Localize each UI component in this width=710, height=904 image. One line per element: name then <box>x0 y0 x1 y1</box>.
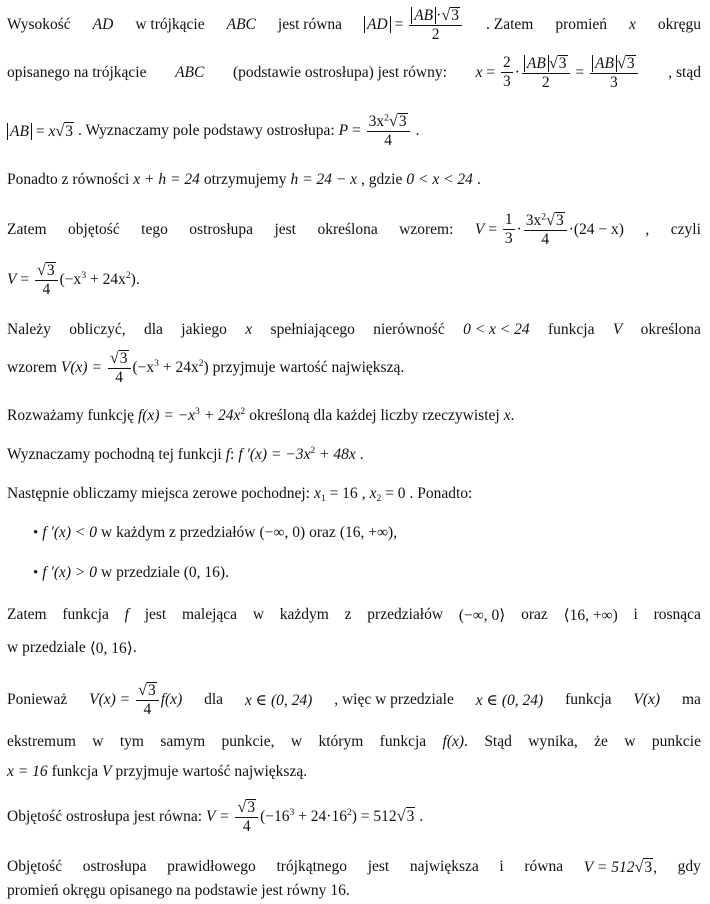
text: : <box>230 446 235 463</box>
text: . <box>132 639 137 656</box>
text: ekstremum <box>7 733 76 750</box>
math-op: = <box>20 270 30 288</box>
text: Objętość <box>7 858 63 875</box>
text: promień <box>555 16 608 33</box>
math-expr: + 24x <box>86 270 126 288</box>
bullet-item-2 <box>33 561 701 585</box>
line-3 <box>7 107 701 155</box>
formula-ab: AB = x √ 3 <box>7 122 74 141</box>
fraction: √ 3 4 <box>108 350 131 387</box>
denominator: 2 <box>541 74 550 92</box>
line-6 <box>7 258 701 302</box>
text: . Ponadto: <box>409 485 473 502</box>
math-expr: f(x) <box>160 690 183 708</box>
math-expr: 0 < x < 24 <box>463 321 530 338</box>
text: Następnie obliczamy miejsca zerowe pochodnej: <box>7 485 310 502</box>
line-17 <box>7 730 701 754</box>
line-5 <box>7 206 701 254</box>
text: wynika, <box>528 733 578 750</box>
text: Zatem <box>7 221 47 238</box>
text: Ponadto z równości <box>7 171 130 188</box>
text: . <box>510 407 515 424</box>
exponent: 2 <box>125 269 131 281</box>
text: funkcja <box>547 321 595 338</box>
fraction: $3x^2$ √ 3 4 <box>524 212 567 249</box>
math-expr: ⟨16, +∞) <box>563 606 618 624</box>
text: Zatem <box>7 606 47 623</box>
math-var: AB <box>595 54 614 72</box>
fraction: $3x^2$ √ 3 4 <box>367 113 410 150</box>
math-expr: 16 <box>330 882 346 899</box>
numerator: 3x <box>525 211 542 229</box>
sqrt-arg: 3 <box>147 681 156 699</box>
exponent: 2 <box>310 445 316 457</box>
line-1 <box>7 6 701 44</box>
denominator: 4 <box>384 132 392 150</box>
root-2 <box>370 485 406 503</box>
math-expr: V(x) = <box>89 690 131 708</box>
text: i <box>499 858 504 875</box>
math-expr: x ∈ (0, 24) <box>475 691 544 709</box>
exponent: 3 <box>154 357 159 369</box>
denominator: 4 <box>541 231 550 249</box>
math-expr: + 24·16 <box>294 807 347 825</box>
text: otrzymujemy <box>203 171 287 188</box>
text: tym <box>119 733 144 750</box>
text: ostrosłupa <box>189 221 254 238</box>
math-expr: f ′(x) < 0 <box>42 524 97 541</box>
text: w przedziale <box>101 564 180 581</box>
line-8 <box>7 346 701 390</box>
formula-vx-f <box>89 682 182 719</box>
text: oraz <box>309 524 336 541</box>
formula-ad <box>364 7 464 44</box>
text: , więc w przedziale <box>334 691 454 708</box>
math-expr: ⟨0, 16⟩ <box>89 639 133 657</box>
math-op: = <box>486 63 496 81</box>
math-expr: (−x <box>132 358 155 376</box>
numerator: 2 <box>501 55 513 73</box>
exponent: 2 <box>384 112 389 124</box>
text: prawidłowego <box>167 858 256 875</box>
text: (podstawie ostrosłupa) jest równy: <box>232 64 447 81</box>
text: . <box>464 733 468 750</box>
line-10 <box>7 443 701 467</box>
math-op: · <box>516 220 522 238</box>
line-4 <box>7 168 701 192</box>
math-var: AB <box>526 54 546 72</box>
bullet-icon: • <box>33 564 39 581</box>
formula-f <box>138 407 245 425</box>
line-20: Objętość ostrosłupa prawidłowego trójkątnego jest największa i równa V = 512 √ 3 , gdy <box>7 857 701 876</box>
math-expr: f ′(x) > 0 <box>42 564 97 581</box>
math-var: f <box>124 606 129 623</box>
formula-volume <box>475 212 624 249</box>
math-var: P <box>338 121 349 139</box>
text: wzorem <box>7 359 57 376</box>
math-expr: f ′(x) = −3x <box>238 446 311 463</box>
text: ostrosłupa <box>82 858 147 875</box>
math-var: f <box>225 446 230 463</box>
denominator: 4 <box>42 281 51 299</box>
denominator: 4 <box>242 818 251 836</box>
math-expr: + 24x <box>158 358 199 376</box>
math-expr: = 16 <box>325 485 358 502</box>
text: ma <box>681 691 701 708</box>
formula-derivative <box>238 446 355 464</box>
text: Objętość ostrosłupa jest równa: <box>7 808 203 825</box>
line-2 <box>7 51 701 95</box>
math-var: ABC <box>175 64 205 81</box>
math-op: = <box>394 15 404 33</box>
text: , <box>361 485 366 502</box>
text: , <box>645 221 650 238</box>
text: w <box>290 733 303 750</box>
text: i <box>633 606 638 623</box>
text: największa <box>409 858 479 875</box>
math-var: x <box>475 63 483 81</box>
text: funkcja <box>51 763 99 780</box>
numerator: 1 <box>503 212 515 230</box>
fraction: AB · √ 3 2 <box>409 7 462 44</box>
text: obliczyć, <box>69 321 126 338</box>
numerator: 3x <box>368 112 385 130</box>
line-7 <box>7 318 701 342</box>
math-expr: (−x <box>59 270 82 288</box>
math-var: AB <box>10 122 29 140</box>
text: Należy <box>7 321 51 338</box>
math-expr: (0, 16) <box>183 564 226 581</box>
math-expr: = 0 <box>381 485 406 502</box>
text: , <box>393 524 398 541</box>
text: tego <box>141 221 168 238</box>
exponent: 2 <box>541 211 547 223</box>
math-var: ABC <box>226 16 256 33</box>
line-21 <box>7 880 701 902</box>
text: , gdzie <box>361 171 403 188</box>
text: przedziałów <box>367 606 444 623</box>
math-op: = <box>488 220 497 238</box>
text: punkcie <box>651 733 701 750</box>
text: określona <box>640 321 701 338</box>
text: trójkątnego <box>276 858 348 875</box>
sqrt-arg: 3 <box>626 54 635 72</box>
text: punkcie, <box>221 733 275 750</box>
text: samym <box>160 733 206 750</box>
math-expr: 0 < x < 24 <box>406 171 473 188</box>
bullet-item-1 <box>33 521 701 545</box>
text: w trójkącie <box>135 16 205 33</box>
denominator: 3 <box>609 74 618 92</box>
root-1 <box>314 485 358 503</box>
text: każdym <box>279 606 329 623</box>
math-var: AD <box>367 15 388 33</box>
math-op: · <box>514 63 520 81</box>
text: , <box>653 858 658 876</box>
line-11 <box>7 482 701 506</box>
text: równa <box>524 858 564 875</box>
math-expr: (−∞, 0⟩ <box>458 606 506 624</box>
math-expr: x + h = 24 <box>133 171 200 188</box>
math-expr: ) <box>203 358 209 376</box>
text: jest <box>274 221 296 238</box>
text: . <box>415 122 420 139</box>
sqrt-arg: 3 <box>558 54 567 72</box>
subscript: 2 <box>376 492 382 504</box>
fraction <box>501 55 513 91</box>
text: Ponieważ <box>7 691 68 708</box>
math-expr: f(x) = −x <box>137 407 196 424</box>
sqrt-arg: 3 <box>555 211 564 229</box>
text: , stąd <box>668 64 701 81</box>
denominator: 2 <box>431 26 440 44</box>
math-var: AB <box>414 6 434 24</box>
text: określoną dla każdej liczby rzeczywistej <box>249 407 500 424</box>
line-15 <box>7 636 701 660</box>
text: funkcja <box>565 691 612 708</box>
formula-final-volume: V = √ 3 4 $(-16^3 + 24\cdot 16^2) = 512$ √ 3 <box>206 797 415 836</box>
formula-area <box>339 113 412 150</box>
text: że <box>594 733 608 750</box>
text: . <box>135 270 140 288</box>
text: Stąd <box>484 733 512 750</box>
text: spełniającego <box>270 321 355 338</box>
text: w <box>252 606 265 623</box>
text: Rozważamy funkcję <box>7 407 134 424</box>
math-expr: + 48x <box>315 446 356 463</box>
fraction <box>503 212 515 248</box>
denominator: 4 <box>115 369 124 387</box>
text: określona <box>317 221 378 238</box>
sqrt-arg: 3 <box>247 798 256 816</box>
math-var: x <box>503 407 511 424</box>
line-16 <box>7 678 701 722</box>
math-var: x <box>314 485 321 502</box>
fraction: AB √ 3 2 <box>522 55 570 92</box>
math-op: = <box>351 121 361 139</box>
text: funkcja <box>379 733 427 750</box>
exponent: 2 <box>240 406 246 418</box>
sqrt-arg: 3 <box>644 858 653 876</box>
text: dla <box>144 321 163 338</box>
text: w <box>624 733 636 750</box>
text: jest <box>144 606 167 623</box>
text: przyjmuje wartość największą. <box>212 359 405 376</box>
exponent: 2 <box>346 806 352 818</box>
sqrt-arg: 3 <box>65 122 74 140</box>
denominator: 3 <box>504 230 513 248</box>
math-expr: V(x) = <box>60 358 102 376</box>
subscript: 1 <box>320 492 326 504</box>
sqrt-arg: 3 <box>451 6 460 24</box>
math-var: x <box>245 321 253 338</box>
text: . Zatem <box>486 16 534 33</box>
math-op: = <box>35 122 45 140</box>
math-var: AD <box>92 16 114 33</box>
math-var: x <box>629 16 636 33</box>
math-expr: V = <box>206 807 230 825</box>
math-expr: ·(24 − x) <box>568 220 624 238</box>
text: . <box>419 808 424 825</box>
text: czyli <box>670 221 701 238</box>
exponent: 3 <box>289 806 295 818</box>
math-var: V <box>102 763 112 780</box>
math-expr: x = 16 <box>7 763 48 780</box>
text: malejąca <box>181 606 238 623</box>
text: wzorem: <box>399 221 454 238</box>
math-expr: h = 24 − x <box>290 171 358 188</box>
text: nierówność <box>373 321 445 338</box>
line-18 <box>7 760 701 784</box>
math-expr: V(x) <box>633 691 661 708</box>
text: dla <box>204 691 224 708</box>
text: promień okręgu opisanego na podstawie jest równy <box>7 882 327 899</box>
text: opisanego na trójkącie <box>7 64 147 81</box>
math-expr: (16, +∞) <box>339 524 394 541</box>
formula-vx <box>61 350 209 387</box>
math-var: V <box>612 321 623 338</box>
text: oraz <box>521 606 548 623</box>
denominator: 3 <box>502 73 511 91</box>
denominator: 4 <box>143 701 152 719</box>
text: w <box>92 733 104 750</box>
formula-volume-2 <box>7 262 140 299</box>
exponent: 2 <box>198 357 204 369</box>
math-expr: (−16 <box>260 807 290 825</box>
text: . <box>476 171 481 188</box>
text: w każdym z przedziałów <box>101 524 256 541</box>
text: objętość <box>68 221 120 238</box>
math-op: = <box>575 63 585 81</box>
math-var: x <box>369 485 377 502</box>
exponent: 3 <box>81 269 87 281</box>
text: funkcja <box>62 606 109 623</box>
text: . <box>359 446 364 463</box>
exponent: 3 <box>195 406 200 418</box>
text: którym <box>318 733 364 750</box>
text: przyjmuje wartość największą. <box>115 763 308 780</box>
text: z <box>344 606 352 623</box>
text: jakiego <box>181 321 227 338</box>
line-14 <box>7 603 701 627</box>
sqrt-arg: 3 <box>46 261 55 279</box>
text: jest równa <box>277 16 343 33</box>
bullet-icon: • <box>33 524 39 541</box>
text: okręgu <box>657 16 701 33</box>
math-var: V <box>7 270 17 288</box>
math-var: x <box>48 122 56 140</box>
math-var: V <box>474 220 485 238</box>
math-op: · <box>436 6 442 24</box>
math-expr: V = 512 <box>583 858 635 876</box>
math-expr: f(x) <box>442 733 465 750</box>
sqrt-arg: 3 <box>406 807 415 825</box>
formula-radius <box>476 55 640 92</box>
text: jest <box>367 858 390 875</box>
text: . <box>345 882 350 899</box>
math-expr: ) = 512 <box>351 807 397 825</box>
text: Wysokość <box>7 16 71 33</box>
fraction: AB √ 3 3 <box>590 55 638 92</box>
fraction: √ 3 4 <box>235 799 258 836</box>
sqrt-arg: 3 <box>119 349 128 367</box>
fraction: √ 3 4 <box>35 262 58 299</box>
math-expr: x ∈ (0, 24) <box>244 691 313 709</box>
text: rosnąca <box>653 606 701 623</box>
math-expr: (−∞, 0) <box>259 524 306 541</box>
text: Wyznaczamy pochodną tej funkcji <box>7 446 222 463</box>
math-expr: + 24x <box>199 407 241 424</box>
fraction: √ 3 4 <box>136 682 159 719</box>
text: gdy <box>677 858 701 875</box>
text: . <box>225 564 229 581</box>
text: . Wyznaczamy pole podstawy ostrosłupa: <box>78 122 335 139</box>
math-expr: ) <box>130 270 136 288</box>
line-19 <box>7 795 701 839</box>
text: w przedziale <box>7 639 86 656</box>
sqrt-arg: 3 <box>398 112 407 130</box>
line-9 <box>7 404 701 428</box>
